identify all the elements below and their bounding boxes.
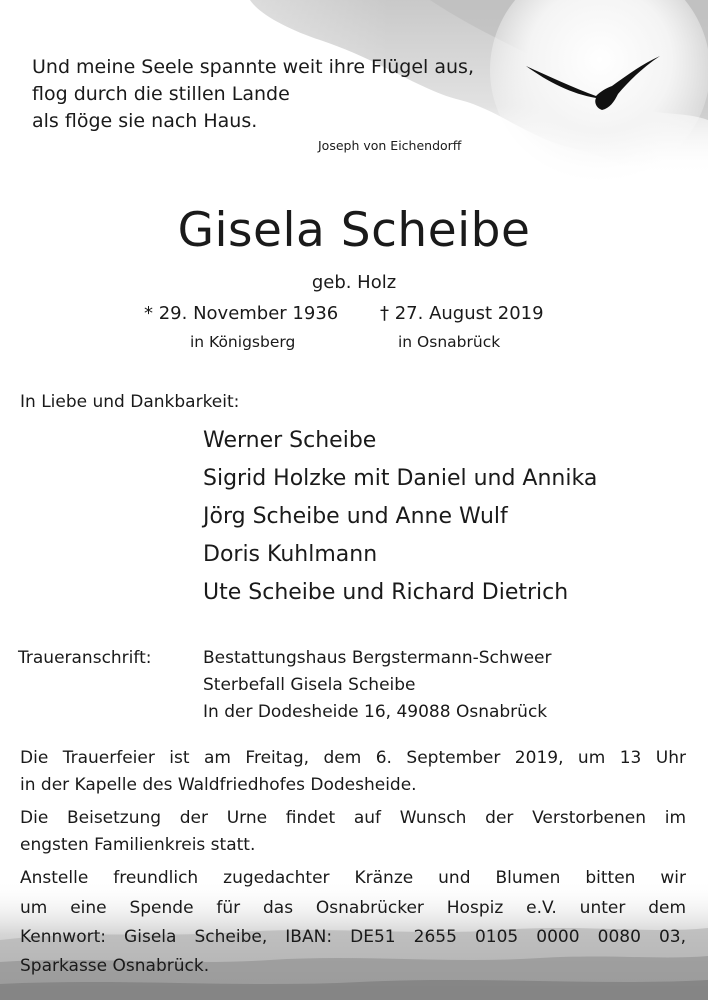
mourner-name: Jörg Scheibe und Anne Wulf: [203, 504, 508, 529]
notice-line: Die Trauerfeier ist am Freitag, dem 6. September 2019, um 13 Uhr: [20, 748, 686, 768]
deceased-name: Gisela Scheibe: [177, 203, 531, 258]
notice-line: in der Kapelle des Waldfriedhofes Dodesheide.: [20, 775, 417, 795]
notice-line: um eine Spende für das Osnabrücker Hospiz e.V. unter dem: [20, 898, 686, 918]
poem-line: Und meine Seele spannte weit ihre Flügel aus,: [32, 56, 474, 78]
address-line: In der Dodesheide 16, 49088 Osnabrück: [203, 702, 548, 722]
mourners-intro: In Liebe und Dankbarkeit:: [20, 392, 240, 412]
address-line: Sterbefall Gisela Scheibe: [203, 675, 416, 695]
mourner-name: Sigrid Holzke mit Daniel und Annika: [203, 466, 598, 491]
birth-place: in Königsberg: [190, 333, 296, 351]
maiden-name: geb. Holz: [311, 272, 397, 293]
poem-line: als flöge sie nach Haus.: [32, 110, 258, 132]
address-label: Traueranschrift:: [18, 648, 152, 668]
death-place: in Osnabrück: [398, 333, 501, 351]
notice-line: Die Beisetzung der Urne findet auf Wunsch der Verstorbenen im: [20, 808, 686, 828]
death-date: † 27. August 2019: [380, 303, 544, 324]
notice-line: Sparkasse Osnabrück.: [20, 956, 210, 976]
birth-date: * 29. November 1936: [144, 303, 339, 324]
mourner-name: Doris Kuhlmann: [203, 542, 378, 567]
poem-line: flog durch die stillen Lande: [32, 83, 290, 105]
notice-line: engsten Familienkreis statt.: [20, 835, 256, 855]
notice-line: Anstelle freundlich zugedachter Kränze und Blumen bitten wir: [20, 868, 686, 888]
mourner-name: Werner Scheibe: [203, 428, 377, 453]
mourner-name: Ute Scheibe und Richard Dietrich: [203, 580, 569, 605]
address-line: Bestattungshaus Bergstermann-Schweer: [203, 648, 552, 668]
notice-line: Kennwort: Gisela Scheibe, IBAN: DE51 2655 0105 0000 0080 03,: [20, 927, 686, 947]
poem-author: Joseph von Eichendorff: [318, 138, 462, 153]
